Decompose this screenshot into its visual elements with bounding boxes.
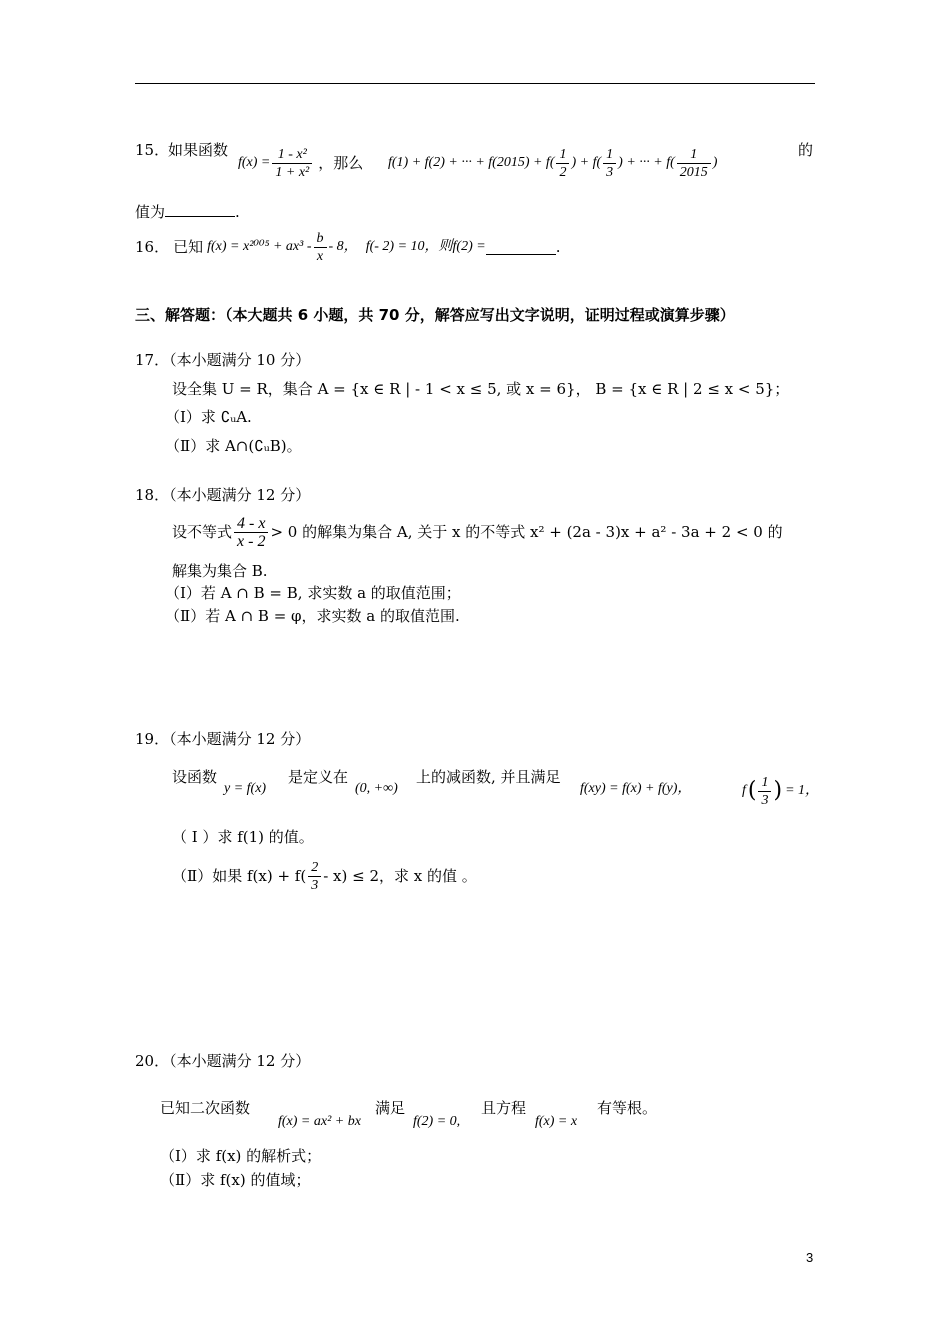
q16-ask: f(2) = <box>452 239 486 254</box>
q19-part2 <box>172 852 477 900</box>
q18-part2: （Ⅱ）若 A ∩ B = φ，求实数 a 的取值范围. <box>165 607 460 625</box>
q18-frac-num: 4 - x <box>234 515 268 533</box>
q15-mid: ，那么 <box>318 154 364 172</box>
q19-p2-fraction <box>308 859 321 894</box>
q15-line2-end: . <box>235 203 240 221</box>
q20-part2: （Ⅱ）求 f(x) 的值域； <box>160 1171 311 1189</box>
q19-p2-b: - x) ≤ 2，求 x 的值 。 <box>323 867 477 885</box>
q20-line1-g: 有等根。 <box>597 1099 658 1117</box>
q15-half <box>556 146 569 181</box>
q16-end: . <box>555 238 561 256</box>
section-heading: 三、解答题：（本大题共 6 小题，共 70 分，解答应写出文字说明，证明过程或演算步骤） <box>135 306 735 324</box>
q16-expr-b: - 8， <box>328 239 358 254</box>
q15-sum <box>388 136 717 190</box>
q18-frac-den: x - 2 <box>237 532 266 550</box>
q15-third-den: 3 <box>606 164 614 180</box>
q19-condition <box>742 767 819 815</box>
q15-sum-end: ) <box>712 155 718 170</box>
q18-part1: （Ⅰ）若 A ∩ B = B, 求实数 a 的取值范围； <box>165 584 461 602</box>
q18-head: 18．（本小题满分 12 分） <box>135 486 311 504</box>
q15-line2-text: 值为 <box>135 203 166 221</box>
q20-line1-b: f(x) = ax² + bx <box>278 1114 361 1129</box>
q15-func-fraction <box>272 146 312 181</box>
q20-line1-f: f(x) = x <box>535 1114 578 1129</box>
q15-line2 <box>135 202 240 222</box>
q19-p2-frac-den: 3 <box>311 877 319 893</box>
q15-half-num: 1 <box>556 146 569 164</box>
q17-part1: （Ⅰ）求 ∁ᵤA. <box>165 408 252 426</box>
q15-last <box>677 146 711 181</box>
q20-line1-c: 满足 <box>375 1099 406 1117</box>
q19-fraction <box>758 774 771 809</box>
q19-part1: （ Ⅰ ）求 f(1) 的值。 <box>172 828 314 846</box>
q16-cond: f(- 2) = 10，则 <box>365 239 453 254</box>
q18-lead: 设不等式 <box>172 523 233 541</box>
q15-sum-b: ) + f( <box>571 155 602 170</box>
q15-sum-a: f(1) + f(2) + ··· + f(2015) + f( <box>388 155 555 170</box>
q20-line1-a: 已知二次函数 <box>160 1099 251 1117</box>
q16-frac-num: b <box>314 230 327 248</box>
q19-frac-num: 1 <box>758 774 771 792</box>
q15-frac-den: 1 + x² <box>275 164 310 180</box>
q15-frac-num: 1 - x² <box>272 146 312 164</box>
q15-half-den: 2 <box>559 164 567 180</box>
q19-line1-f: f(xy) = f(x) + f(y)， <box>580 781 692 796</box>
q19-p2-a: （Ⅱ）如果 f(x) + f( <box>172 867 307 885</box>
q16 <box>135 222 560 272</box>
q15-last-den: 2015 <box>679 164 708 180</box>
q20-line1-d: f(2) = 0, <box>413 1114 461 1129</box>
q19-line1-c: 是定义在 <box>288 768 349 786</box>
q19-head: 19．（本小题满分 12 分） <box>135 730 311 748</box>
q18-line1-rest: > 0 的解集为集合 A, 关于 x 的不等式 x² + (2a - 3)x + a² - 3a + 2 < 0 的 <box>270 523 783 541</box>
q15-third-num: 1 <box>603 146 616 164</box>
q15-func-lhs: f(x) = <box>238 155 271 170</box>
q16-frac-den: x <box>316 248 324 264</box>
q20-line1-e: 且方程 <box>481 1099 527 1117</box>
q19-line1-d: (0, +∞) <box>355 781 398 796</box>
q16-fraction <box>314 230 327 265</box>
q20-part1: （Ⅰ）求 f(x) 的解析式； <box>160 1147 322 1165</box>
q18-line1 <box>172 508 783 556</box>
q19-line1-g: f <box>742 783 746 798</box>
q15-sum-c: ) + ··· + f( <box>618 155 675 170</box>
page-number: 3 <box>806 1250 814 1265</box>
q18-fraction <box>234 515 268 550</box>
q17-part2: （Ⅱ）求 A∩(∁ᵤB)。 <box>165 437 302 455</box>
q18-line2: 解集为集合 B. <box>172 562 268 580</box>
q15-function <box>238 136 363 190</box>
q16-expr-a: f(x) = x²⁰⁰⁵ + ax³ - <box>207 239 312 254</box>
q15-third <box>603 146 616 181</box>
q19-p2-frac-num: 2 <box>308 859 321 877</box>
q17-head: 17．（本小题满分 10 分） <box>135 351 311 369</box>
header-rule <box>135 83 815 84</box>
q15-last-num: 1 <box>677 146 711 164</box>
q16-answer-blank <box>486 240 556 255</box>
q15-lead: 如果函数 <box>168 141 229 159</box>
q15-number: 15． <box>135 141 170 159</box>
q19-paren-left: ( <box>747 778 757 803</box>
q20-head: 20．（本小题满分 12 分） <box>135 1052 311 1070</box>
q19-line1-h: = 1， <box>785 783 820 798</box>
q15-tail: 的 <box>798 141 814 159</box>
q19-line1-e: 上的减函数, 并且满足 <box>416 768 561 786</box>
q16-number: 16． <box>135 238 170 256</box>
q19-frac-den: 3 <box>761 792 769 808</box>
q16-lead: 已知 <box>173 238 204 256</box>
q17-line1: 设全集 U = R，集合 A = {x ∈ R | - 1 < x ≤ 5, 或 x = 6}， B = {x ∈ R | 2 ≤ x < 5}； <box>172 380 790 398</box>
q19-line1-b: y = f(x) <box>224 781 267 796</box>
q15-answer-blank <box>165 202 235 217</box>
q19-paren-right: ) <box>773 778 783 803</box>
q19-line1-a: 设函数 <box>172 768 218 786</box>
